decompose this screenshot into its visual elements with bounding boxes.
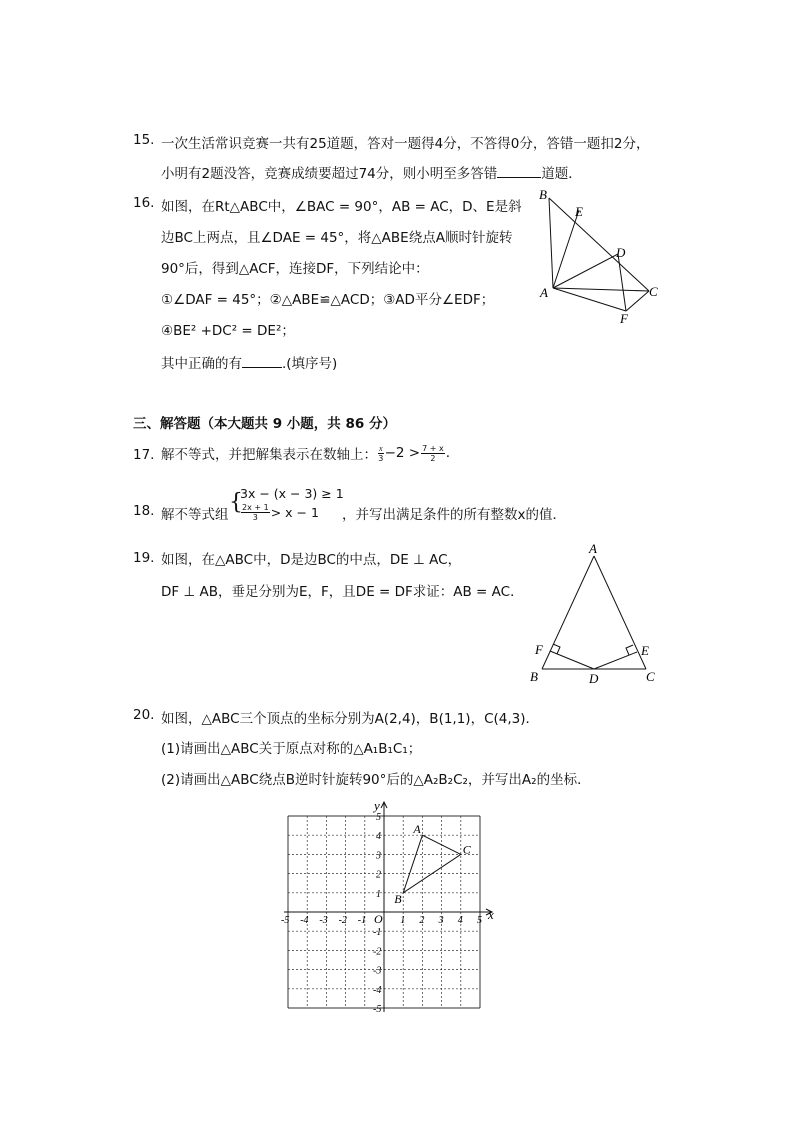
q16-line5: ④BE² +DC² = DE²； bbox=[161, 323, 295, 339]
q19-segment-ab bbox=[542, 556, 594, 669]
q20-number: 20. bbox=[133, 707, 155, 723]
q15-line2-text: 小明有2题没答，竞赛成绩要超过74分，则小明至多答错 bbox=[161, 166, 498, 182]
y-tick-label: 1 bbox=[376, 888, 381, 900]
q16-label-f: F bbox=[620, 311, 628, 326]
point-c-label: C bbox=[462, 842, 471, 857]
q20-line1: 如图，△ABC三个顶点的坐标分别为A(2,4)，B(1,1)，C(4,3)． bbox=[161, 711, 539, 727]
y-axis-label: y bbox=[374, 798, 380, 813]
q20-line2: (1)请画出△ABC关于原点对称的△A₁B₁C₁； bbox=[161, 741, 422, 757]
q19-figure bbox=[525, 540, 665, 690]
q16-line6-text: 其中正确的有 bbox=[161, 356, 242, 372]
q19-label-a: A bbox=[589, 541, 597, 556]
q19-label-d: D bbox=[589, 671, 599, 686]
q18-tail: ，并写出满足条件的所有整数x的值． bbox=[342, 507, 566, 523]
y-tick-label: -3 bbox=[373, 965, 382, 977]
y-tick-label: 4 bbox=[376, 831, 381, 843]
q19-label-c: C bbox=[646, 669, 655, 684]
x-tick-label: -3 bbox=[319, 915, 328, 926]
y-tick-label: -4 bbox=[373, 984, 382, 996]
y-tick-label: 2 bbox=[376, 869, 381, 881]
q15-number: 15. bbox=[133, 132, 155, 148]
q18-row2-right: > x − 1 bbox=[270, 505, 319, 520]
q19-line1: 如图，在△ABC中，D是边BC的中点，DE ⊥ AC， bbox=[161, 552, 462, 568]
q16-segment-bc bbox=[549, 198, 649, 291]
q18-row2-fraction: $\frac{2x + 1}{3}$ bbox=[242, 503, 269, 522]
x-tick-label: -2 bbox=[338, 915, 347, 926]
q19-label-e: E bbox=[641, 643, 649, 658]
q19-label-b: B bbox=[530, 669, 538, 684]
q15-line2-end: 道题． bbox=[541, 166, 582, 182]
q20-axes bbox=[284, 798, 494, 1012]
x-tick-label: 2 bbox=[419, 915, 425, 926]
q16-segment-ab bbox=[549, 198, 553, 288]
x-tick-label: 4 bbox=[457, 915, 463, 926]
x-tick-label: 1 bbox=[400, 915, 406, 926]
q16-segment-cf bbox=[626, 291, 649, 311]
q16-label-a: A bbox=[540, 285, 548, 300]
q15-line2 bbox=[161, 162, 582, 182]
q16-line2: 边BC上两点，且∠DAE = 45°，将△ABE绕点A顺时针旋转 bbox=[161, 230, 513, 246]
q17-number: 17. bbox=[133, 447, 155, 463]
q19-label-f: F bbox=[535, 642, 543, 657]
q16-segment-df bbox=[618, 254, 626, 311]
y-tick-label: -5 bbox=[373, 1004, 382, 1015]
q16-line1: 如图，在Rt△ABC中，∠BAC = 90°，AB = AC，D、E是斜 bbox=[161, 199, 522, 215]
q15-line1: 一次生活常识竞赛一共有25道题，答对一题得4分，不答得0分，答错一题扣2分， bbox=[161, 136, 650, 152]
q16-line3: 90°后，得到△ACF，连接DF，下列结论中： bbox=[161, 261, 429, 277]
q16-number: 16. bbox=[133, 195, 155, 211]
q16-label-b: B bbox=[539, 187, 547, 202]
x-tick-label: 3 bbox=[438, 915, 444, 926]
origin-label: O bbox=[374, 912, 383, 926]
q16-label-c: C bbox=[649, 284, 658, 299]
triangle-abc-outline bbox=[403, 835, 461, 893]
q16-line6-end: .(填序号) bbox=[282, 356, 338, 372]
q17-text bbox=[161, 443, 450, 463]
x-tick-label: -1 bbox=[357, 915, 367, 926]
q18-row1: 3x − (x − 3) ≥ 1 bbox=[240, 486, 344, 501]
q16-line4: ①∠DAF = 45°；②△ABE≌△ACD；③AD平分∠EDF； bbox=[161, 292, 495, 308]
q19-segment-de bbox=[594, 652, 637, 669]
q18-brace: { bbox=[229, 490, 243, 515]
q16-segment-af bbox=[553, 288, 626, 311]
x-tick-label: -4 bbox=[300, 915, 309, 926]
q18-row2 bbox=[240, 503, 319, 522]
q18-prompt: 解不等式组 bbox=[161, 507, 229, 523]
q18-number: 18. bbox=[133, 503, 155, 519]
y-tick-label: 5 bbox=[376, 812, 381, 823]
point-a-label: A bbox=[413, 822, 421, 837]
q17-end: . bbox=[445, 445, 450, 461]
q16-label-d: D bbox=[616, 245, 626, 260]
q19-segment-ac bbox=[594, 556, 646, 669]
q16-figure bbox=[530, 186, 670, 326]
point-b-label: B bbox=[394, 891, 402, 906]
q17-prompt: 解不等式，并把解集表示在数轴上： bbox=[161, 447, 377, 463]
q20-line3: (2)请画出△ABC绕点B逆时针旋转90°后的△A₂B₂C₂，并写出A₂的坐标． bbox=[161, 772, 591, 788]
y-tick-label: -2 bbox=[373, 946, 382, 958]
q17-fraction-left: $\frac{x}{3}$ bbox=[378, 443, 384, 463]
q16-line6 bbox=[161, 352, 337, 372]
q19-number: 19. bbox=[133, 550, 155, 566]
q20-coordinate-grid bbox=[280, 788, 510, 1018]
q15-answer-blank[interactable] bbox=[497, 165, 541, 178]
section-3-heading: 三、解答题（本大题共 9 小题，共 86 分） bbox=[133, 416, 396, 432]
q16-answer-blank[interactable] bbox=[242, 355, 282, 368]
q16-label-e: E bbox=[575, 204, 583, 219]
y-tick-label: 3 bbox=[376, 850, 381, 862]
x-axis-label: x bbox=[488, 907, 494, 922]
y-tick-label: -1 bbox=[373, 927, 382, 939]
q19-line2: DF ⊥ AB，垂足分别为E，F，且DE = DF求证：AB = AC． bbox=[161, 584, 524, 600]
q20-triangle-abc bbox=[394, 822, 472, 906]
q16-segment-ac bbox=[553, 288, 649, 291]
q17-middle: −2 > bbox=[384, 445, 421, 461]
x-tick-label: 5 bbox=[477, 915, 482, 926]
x-tick-label: -5 bbox=[281, 915, 290, 926]
q17-fraction-right: $\frac{7 + x}{2}$ bbox=[422, 443, 444, 463]
